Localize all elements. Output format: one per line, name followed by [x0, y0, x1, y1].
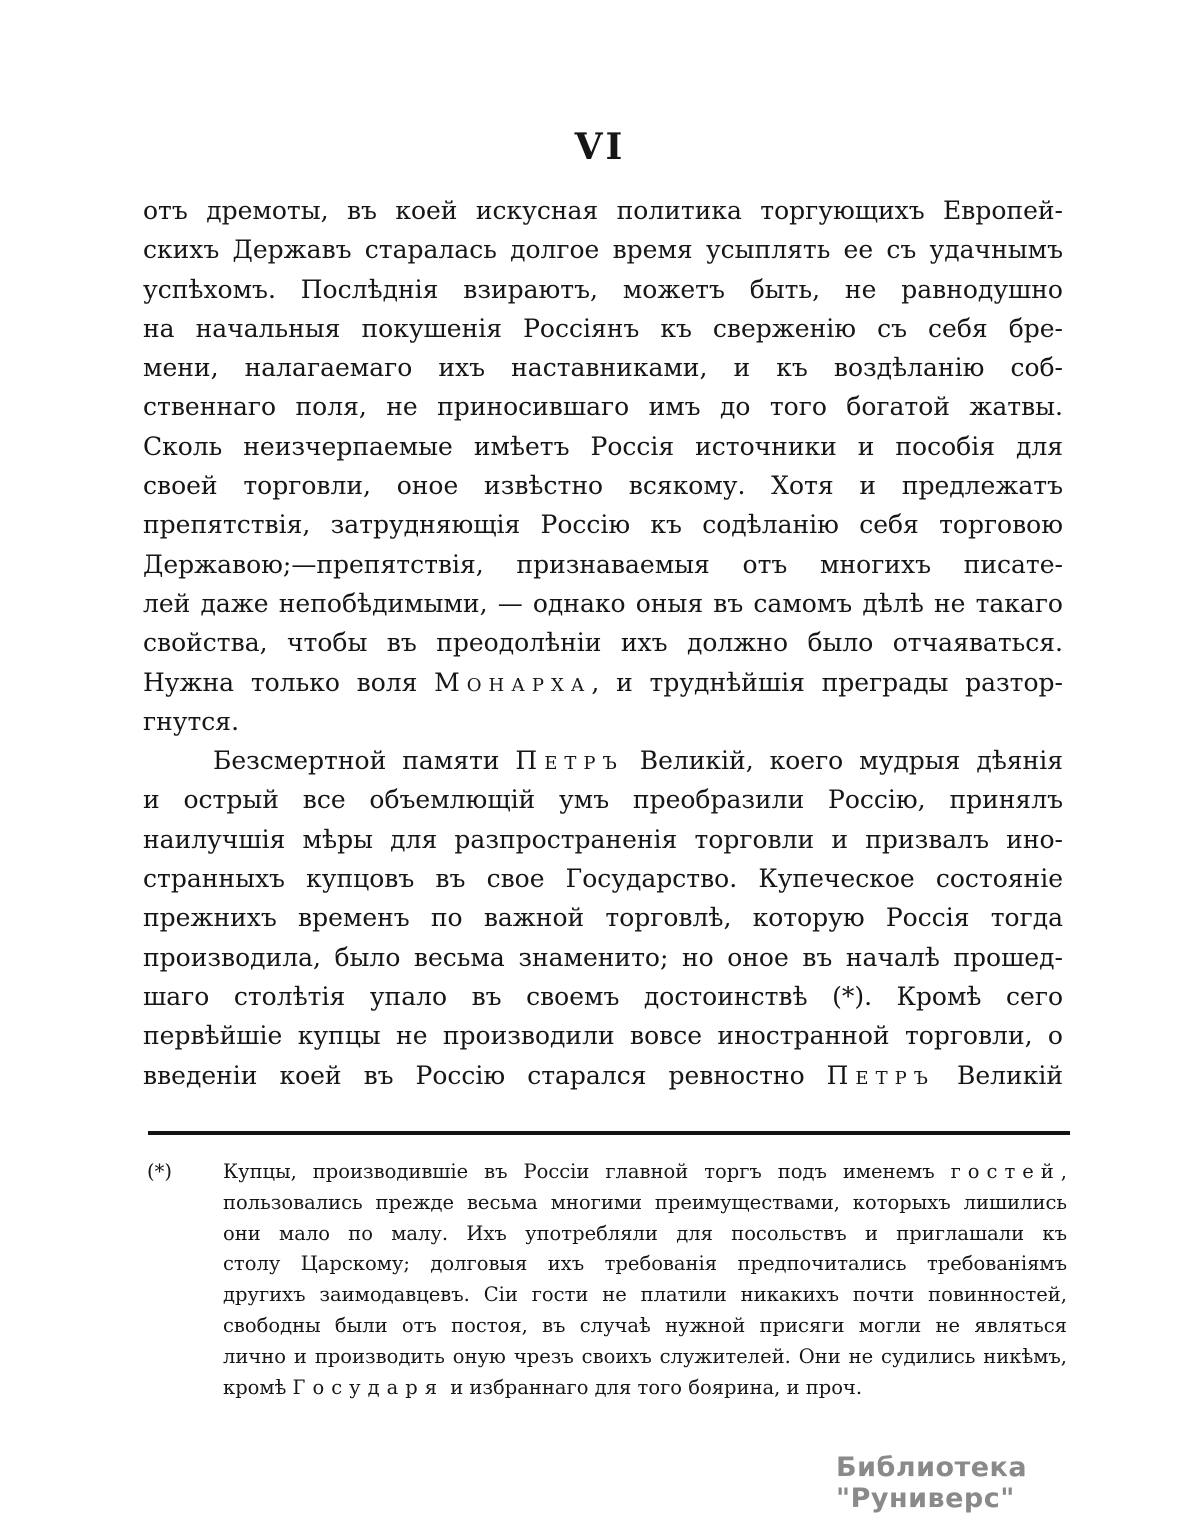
text-line: столу Царскому; долговыя ихъ требованія предпочитались требованіямъ: [223, 1252, 1067, 1276]
text-line: на начальныя покушенія Россіянъ къ сверженію съ себя бре-: [143, 313, 1063, 343]
text-line: Купцы, производившіе въ Россіи главной торгъ подъ именемъ гостей,: [223, 1160, 1067, 1183]
text-line: кромѣ Государя и избраннаго для того боярина, и проч.: [223, 1375, 863, 1399]
footnote-divider: [148, 1131, 1070, 1135]
library-watermark: Библиотека "Руниверс": [836, 1452, 1028, 1514]
footnote-marker: (*): [147, 1160, 172, 1183]
body-text: [143, 191, 1063, 1095]
text-line: введеніи коей въ Россію старался ревностно Петръ Великій: [143, 1060, 1063, 1090]
text-line: прежнихъ временъ по важной торговлѣ, которую Россія тогда: [143, 903, 1063, 933]
text-line: своей торговли, оное извѣстно всякому. Хотя и предлежатъ: [143, 471, 1063, 501]
text-line: другихъ заимодавцевъ. Сіи гости не платили никакихъ почти повинностей,: [223, 1283, 1067, 1307]
text-line: свойства, чтобы въ преодолѣніи ихъ должно было отчаяваться.: [143, 628, 1063, 658]
text-line: свободны были отъ постоя, въ случаѣ нужной присяги могли не являться: [223, 1313, 1067, 1337]
footnote: [145, 1157, 1067, 1403]
text-line: пользовались прежде весьма многими преимуществами, которыхъ лишились: [223, 1190, 1067, 1214]
text-line: лично и производить оную чрезъ своихъ служителей. Они не судились никѣмъ,: [223, 1344, 1067, 1368]
text-line: скихъ Державъ старалась долгое время усыплять ее съ удачнымъ: [143, 235, 1063, 265]
text-line: Державою;—препятствія, признаваемыя отъ многихъ писате-: [143, 549, 1063, 579]
text-line: мени, налагаемаго ихъ наставниками, и къ воздѣланію соб-: [143, 353, 1063, 383]
text-line: они мало по малу. Ихъ употребляли для посольствъ и приглашали къ: [223, 1221, 1067, 1245]
text-line: первѣйшіе купцы не производили вовсе иностранной торговли, о: [143, 1021, 1063, 1051]
text-line: отъ дремоты, въ коей искусная политика торгующихъ Европей-: [143, 196, 1063, 225]
text-line: шаго столѣтія упало въ своемъ достоинствѣ (*). Кромѣ сего: [143, 981, 1063, 1011]
text-line: лей даже непобѣдимыми, — однако оныя въ самомъ дѣлѣ не такаго: [143, 588, 1063, 618]
text-line: гнутся.: [143, 706, 240, 736]
text-line: производила, было весьма знаменито; но оное въ началѣ прошед-: [143, 942, 1063, 972]
footnote-text: [223, 1157, 1067, 1403]
text-line: Безсмертной памяти Петръ Великій, коего мудрыя дѣянія: [213, 746, 1063, 776]
page-number: VI: [574, 126, 626, 168]
text-line: Нужна только воля Монарха, и труднѣйшія преграды разтор-: [143, 667, 1063, 697]
text-line: ственнаго поля, не приносившаго имъ до того богатой жатвы.: [143, 392, 1063, 422]
text-line: странныхъ купцовъ въ свое Государство. Купеческое состояніе: [143, 864, 1063, 894]
text-line: наилучшія мѣры для разпространенія торговли и призвалъ ино-: [143, 824, 1063, 854]
text-line: препятствія, затрудняющія Россію къ содѣланію себя торговою: [143, 510, 1063, 540]
text-line: и острый все объемлющій умъ преобразили Россію, принялъ: [143, 785, 1063, 815]
text-line: Сколь неизчерпаемые имѣетъ Россія источники и пособія для: [143, 431, 1063, 461]
text-line: успѣхомъ. Послѣднія взираютъ, можетъ быть, не равнодушно: [143, 274, 1063, 304]
